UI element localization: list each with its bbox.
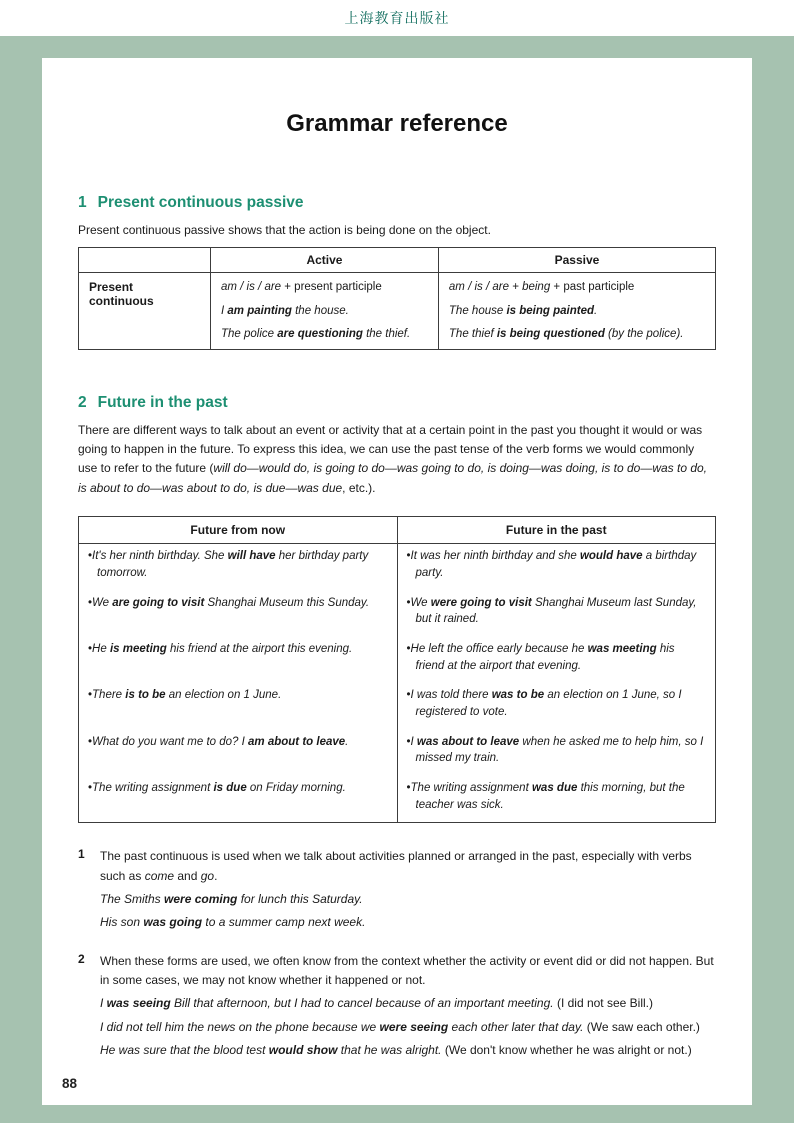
textbook-page: [42, 58, 752, 1105]
example-cell-now: [79, 776, 398, 823]
active-example: The police are questioning the thief.: [221, 328, 411, 341]
page-title: Grammar reference: [286, 110, 508, 137]
table-header-row: [79, 517, 716, 544]
publisher-header: [0, 0, 794, 36]
active-form: am / is / are + present participle: [221, 281, 382, 293]
example-cell-past: [397, 683, 716, 729]
example-cell-now: [79, 591, 398, 637]
example-text: • I was told there was to be an election on 1 June, so I registered to vote.: [407, 687, 706, 720]
section2-heading: [78, 394, 716, 412]
note-number: 2: [78, 952, 85, 967]
section1-intro: Present continuous passive shows that the action is being done on the object.: [78, 223, 491, 237]
example-cell-past: [397, 591, 716, 637]
note-example: I was seeing Bill that afternoon, but I had to cancel because of an important meeting. (I did not see Bill.): [100, 996, 653, 1011]
header-future-in-the-past: Future in the past: [397, 517, 716, 544]
example-cell-now: [79, 637, 398, 683]
example-text: • It's her ninth birthday. She will have her birthday party tomorrow.: [88, 548, 387, 581]
table-row: [79, 776, 716, 823]
table-row: [79, 730, 716, 776]
note-paragraph: The past continuous is used when we talk about activities planned or arranged in the past, especially with verbs such as come and go.: [100, 849, 692, 883]
note-example: The Smiths were coming for lunch this Saturday.: [100, 891, 363, 906]
table-row: [79, 544, 716, 591]
passive-cell: [438, 273, 715, 350]
table-row: [79, 591, 716, 637]
note-number: 1: [78, 847, 85, 862]
section2-number: 2: [78, 393, 87, 411]
example-text: • We were going to visit Shanghai Museum last Sunday, but it rained.: [407, 595, 706, 628]
example-text: • The writing assignment is due on Friday morning.: [88, 780, 387, 797]
example-cell-past: [397, 776, 716, 823]
section2-heading-text: Future in the past: [97, 393, 228, 411]
page-frame: [0, 36, 794, 1123]
table-body-row: [79, 273, 716, 350]
section1-number: 1: [78, 194, 87, 211]
header-active: Active: [211, 248, 439, 273]
example-cell-past: [397, 544, 716, 591]
note-item: [78, 847, 716, 932]
note-item: [78, 952, 716, 1060]
header-passive: Passive: [438, 248, 715, 273]
future-in-the-past-table: [78, 516, 716, 823]
example-text: • He left the office early because he was meeting his friend at the airport that evening.: [407, 641, 706, 674]
row-label: Present continuous: [79, 273, 211, 350]
table-row: [79, 637, 716, 683]
header-future-from-now: Future from now: [79, 517, 398, 544]
example-cell-now: [79, 683, 398, 729]
table-row: [79, 683, 716, 729]
publisher-name: 上海教育出版社: [344, 10, 450, 26]
table-header-row: [79, 248, 716, 273]
note-body: [100, 952, 716, 1060]
active-example: I am painting the house.: [221, 304, 349, 317]
example-cell-now: [79, 544, 398, 591]
section2-intro: There are different ways to talk about an event or activity that at a certain point in the past you thought it would or was going to happen in the future. To express this idea, we can use the past tense of the verb forms we would commonly use to refer to the future (will do—would do, is going to do—was going to do, is doing—was doing, is to do—was to do, is about to do—was about to do, is due—was due, etc.).: [78, 422, 708, 495]
note-body: [100, 847, 716, 932]
note-example: His son was going to a summer camp next week.: [100, 914, 366, 929]
present-continuous-passive-table: [78, 247, 716, 350]
note-paragraph: When these forms are used, we often know from the context whether the activity or event did or did not happen. But in some cases, we may not know whether it happened or not.: [100, 954, 714, 988]
passive-form: am / is / are + being + past participle: [448, 281, 635, 293]
example-text: • We are going to visit Shanghai Museum this Sunday.: [88, 595, 387, 612]
section1-heading-text: Present continuous passive: [97, 194, 304, 211]
active-cell: [211, 273, 439, 350]
section-future-in-the-past: [78, 394, 716, 1061]
example-cell-past: [397, 637, 716, 683]
example-text: • The writing assignment was due this morning, but the teacher was sick.: [407, 780, 706, 813]
page-number: 88: [62, 1076, 78, 1091]
example-cell-now: [79, 730, 398, 776]
example-text: • I was about to leave when he asked me to help him, so I missed my train.: [407, 734, 706, 767]
example-text: • He is meeting his friend at the airport this evening.: [88, 641, 387, 658]
notes-list: [78, 847, 716, 1060]
header-empty-cell: [79, 248, 211, 273]
example-text: • There is to be an election on 1 June.: [88, 687, 387, 704]
example-cell-past: [397, 730, 716, 776]
note-example: He was sure that the blood test would show that he was alright. (We don't know whether he was alright or not.): [100, 1042, 692, 1057]
section-present-continuous-passive: [78, 194, 716, 350]
passive-example: The house is being painted.: [448, 304, 598, 317]
example-text: • It was her ninth birthday and she would have a birthday party.: [407, 548, 706, 581]
note-example: I did not tell him the news on the phone because we were seeing each other later that day. (We saw each other.): [100, 1019, 700, 1034]
example-text: • What do you want me to do? I am about to leave.: [88, 734, 387, 751]
section1-heading: [78, 194, 716, 212]
passive-example: The thief is being questioned (by the police).: [448, 328, 684, 341]
